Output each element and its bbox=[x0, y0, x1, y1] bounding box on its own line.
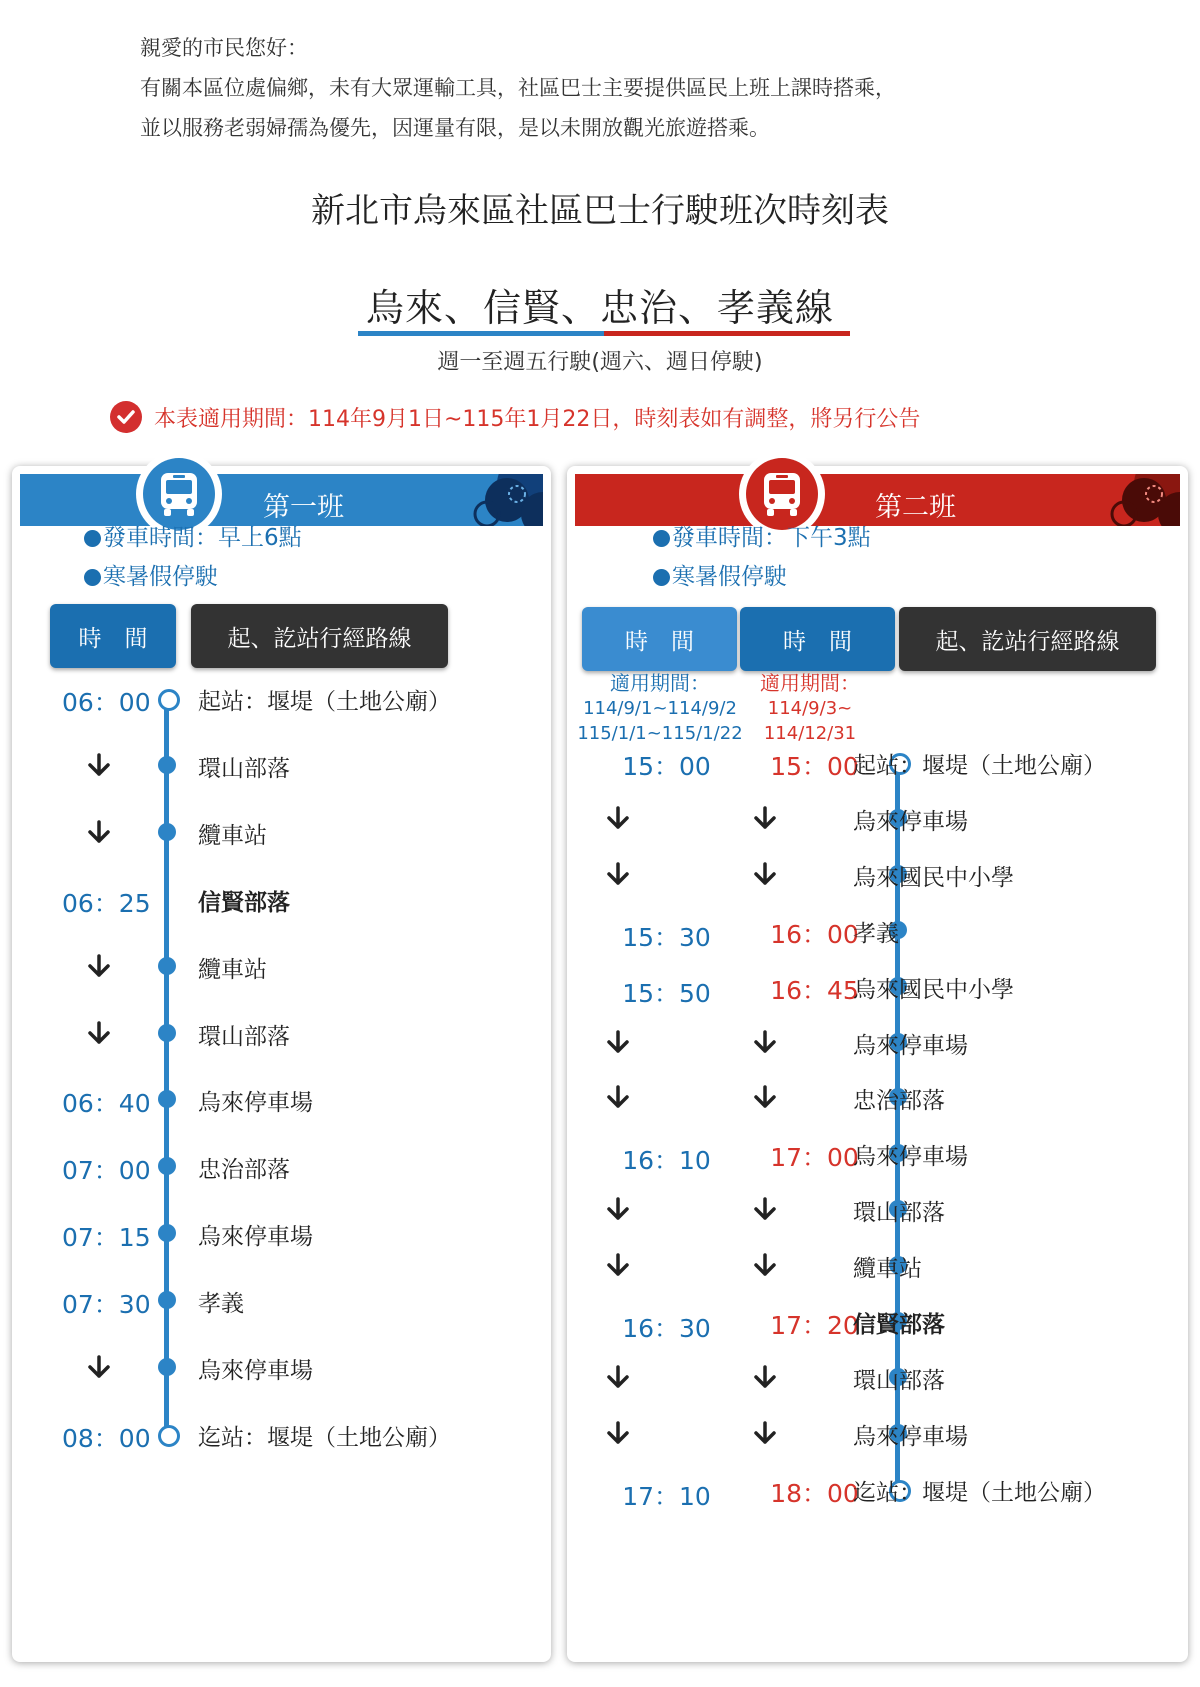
arrow-down-icon bbox=[606, 1085, 630, 1109]
first-run-title: 第一班 bbox=[263, 492, 344, 523]
stop-name: 孝義 bbox=[853, 920, 899, 947]
second-run-panel bbox=[567, 466, 1188, 1662]
departure-time-b: 17：00 bbox=[770, 1143, 859, 1173]
intro-line-1: 有關本區位處偏鄉，未有大眾運輸工具，社區巴士主要提供區民上班上課時搭乘， bbox=[140, 76, 896, 100]
stop-name: 環山部落 bbox=[853, 1367, 945, 1394]
arrow-down-icon bbox=[606, 1421, 630, 1445]
time-column-header-b: 時 間 bbox=[740, 607, 895, 671]
departure-time-a: 16：10 bbox=[622, 1146, 711, 1176]
route-name: 烏來、信賢、忠治、孝義線 bbox=[365, 286, 834, 330]
stop-marker bbox=[158, 1024, 176, 1042]
stop-marker bbox=[158, 823, 176, 841]
departure-time-a: 15：00 bbox=[622, 752, 711, 781]
arrow-down-icon bbox=[606, 1253, 630, 1277]
stop-name: 忠治部落 bbox=[198, 1157, 290, 1184]
stop-name: 迄站：堰堤（土地公廟） bbox=[853, 1479, 1106, 1506]
departure-time-a: 15：50 bbox=[622, 978, 711, 1008]
page-title: 新北市烏來區社區巴士行駛班次時刻表 bbox=[311, 191, 889, 231]
departure-time-a: 17：10 bbox=[622, 1481, 711, 1511]
departure-time: 06：00 bbox=[62, 688, 151, 717]
arrow-down-icon bbox=[87, 1355, 111, 1379]
departure-time: 06：25 bbox=[62, 888, 151, 918]
stop-marker bbox=[158, 1358, 176, 1376]
operating-days: 週一至週五行駛(週六、週日停駛) bbox=[437, 350, 763, 375]
stop-name: 烏來停車場 bbox=[853, 1032, 968, 1059]
stop-name: 烏來停車場 bbox=[853, 1423, 968, 1450]
time-column-header-a: 時 間 bbox=[582, 607, 737, 671]
departure-time: 07：30 bbox=[62, 1290, 151, 1320]
departure-time: 08：00 bbox=[62, 1423, 151, 1453]
route-underline-red bbox=[604, 331, 850, 336]
stop-name: 環山部落 bbox=[853, 1200, 945, 1227]
arrow-down-icon bbox=[753, 1197, 777, 1221]
arrow-down-icon bbox=[606, 806, 630, 830]
time-column-header: 時 間 bbox=[50, 604, 176, 668]
first-depart-time: 發車時間：早上6點 bbox=[84, 519, 302, 552]
arrow-down-icon bbox=[606, 1365, 630, 1389]
stop-name: 信賢部落 bbox=[198, 889, 290, 916]
stop-name: 烏來停車場 bbox=[853, 808, 968, 835]
stop-name: 烏來國民中小學 bbox=[853, 976, 1014, 1003]
stop-name: 起站：堰堤（土地公廟） bbox=[198, 689, 451, 715]
terminal-stop-marker bbox=[158, 1425, 180, 1447]
stop-name: 信賢部落 bbox=[853, 1312, 945, 1338]
stop-name: 烏來停車場 bbox=[198, 1090, 313, 1117]
check-icon bbox=[110, 401, 142, 433]
stop-name: 烏來停車場 bbox=[198, 1224, 313, 1251]
first-holiday-note: 寒暑假停駛 bbox=[84, 558, 218, 591]
first-run-panel bbox=[12, 466, 551, 1662]
arrow-down-icon bbox=[753, 1030, 777, 1054]
notice-text: 本表適用期間：114年9月1日~115年1月22日，時刻表如有調整，將另行公告 bbox=[154, 406, 921, 432]
departure-time-b: 16：00 bbox=[770, 919, 859, 949]
departure-time-b: 17：20 bbox=[770, 1311, 859, 1340]
intro-greeting: 親愛的市民您好： bbox=[140, 36, 308, 60]
intro-text bbox=[140, 28, 896, 148]
arrow-down-icon bbox=[606, 1030, 630, 1054]
terminal-stop-marker bbox=[158, 689, 180, 711]
stop-marker bbox=[158, 957, 176, 975]
stop-name: 纜車站 bbox=[853, 1256, 922, 1283]
stop-marker bbox=[158, 1291, 176, 1309]
period-b: 適用期間： 114/9/3~ 114/12/31 bbox=[760, 671, 860, 744]
arrow-down-icon bbox=[753, 806, 777, 830]
route-column-header: 起、訖站行經路線 bbox=[191, 604, 448, 668]
stop-name: 纜車站 bbox=[198, 822, 267, 849]
stop-name: 環山部落 bbox=[198, 755, 290, 782]
period-a: 適用期間： 114/9/1~114/9/2 115/1/1~115/1/22 bbox=[577, 671, 743, 744]
arrow-down-icon bbox=[87, 820, 111, 844]
stop-marker bbox=[158, 1157, 176, 1175]
stop-name: 孝義 bbox=[198, 1291, 244, 1318]
departure-time-b: 15：00 bbox=[770, 752, 859, 781]
arrow-down-icon bbox=[606, 862, 630, 886]
route-timeline bbox=[164, 701, 169, 1437]
second-holiday-note: 寒暑假停駛 bbox=[653, 558, 787, 591]
route-underline-blue bbox=[358, 331, 604, 336]
arrow-down-icon bbox=[753, 862, 777, 886]
arrow-down-icon bbox=[87, 954, 111, 978]
arrow-down-icon bbox=[606, 1197, 630, 1221]
departure-time-a: 16：30 bbox=[622, 1314, 711, 1343]
departure-time-b: 16：45 bbox=[770, 975, 859, 1005]
arrow-down-icon bbox=[753, 1421, 777, 1445]
stop-name: 烏來停車場 bbox=[853, 1144, 968, 1171]
arrow-down-icon bbox=[753, 1365, 777, 1389]
stop-name: 起站：堰堤（土地公廟） bbox=[853, 753, 1106, 779]
route-column-header: 起、訖站行經路線 bbox=[899, 607, 1156, 671]
departure-time-b: 18：00 bbox=[770, 1478, 859, 1508]
stop-name: 烏來停車場 bbox=[198, 1358, 313, 1384]
stop-name: 忠治部落 bbox=[853, 1088, 945, 1115]
second-depart-time: 發車時間：下午3點 bbox=[653, 519, 871, 552]
departure-time: 06：40 bbox=[62, 1089, 151, 1119]
arrow-down-icon bbox=[87, 1021, 111, 1045]
intro-line-2: 並以服務老弱婦孺為優先，因運量有限，是以未開放觀光旅遊搭乘。 bbox=[140, 116, 770, 140]
validity-notice bbox=[110, 401, 920, 433]
arrow-down-icon bbox=[753, 1085, 777, 1109]
stop-marker bbox=[158, 1224, 176, 1242]
stop-marker bbox=[158, 756, 176, 774]
stop-name: 纜車站 bbox=[198, 956, 267, 983]
departure-time-a: 15：30 bbox=[622, 922, 711, 952]
pattern-decoration bbox=[1084, 474, 1180, 526]
stop-name: 迄站：堰堤（土地公廟） bbox=[198, 1424, 451, 1451]
stop-name: 環山部落 bbox=[198, 1023, 290, 1050]
pattern-decoration bbox=[447, 474, 543, 526]
second-run-title: 第二班 bbox=[875, 492, 956, 523]
stop-name: 烏來國民中小學 bbox=[853, 864, 1014, 891]
departure-time: 07：15 bbox=[62, 1223, 151, 1253]
stop-marker bbox=[158, 1090, 176, 1108]
arrow-down-icon bbox=[87, 753, 111, 777]
arrow-down-icon bbox=[753, 1253, 777, 1277]
departure-time: 07：00 bbox=[62, 1156, 151, 1186]
